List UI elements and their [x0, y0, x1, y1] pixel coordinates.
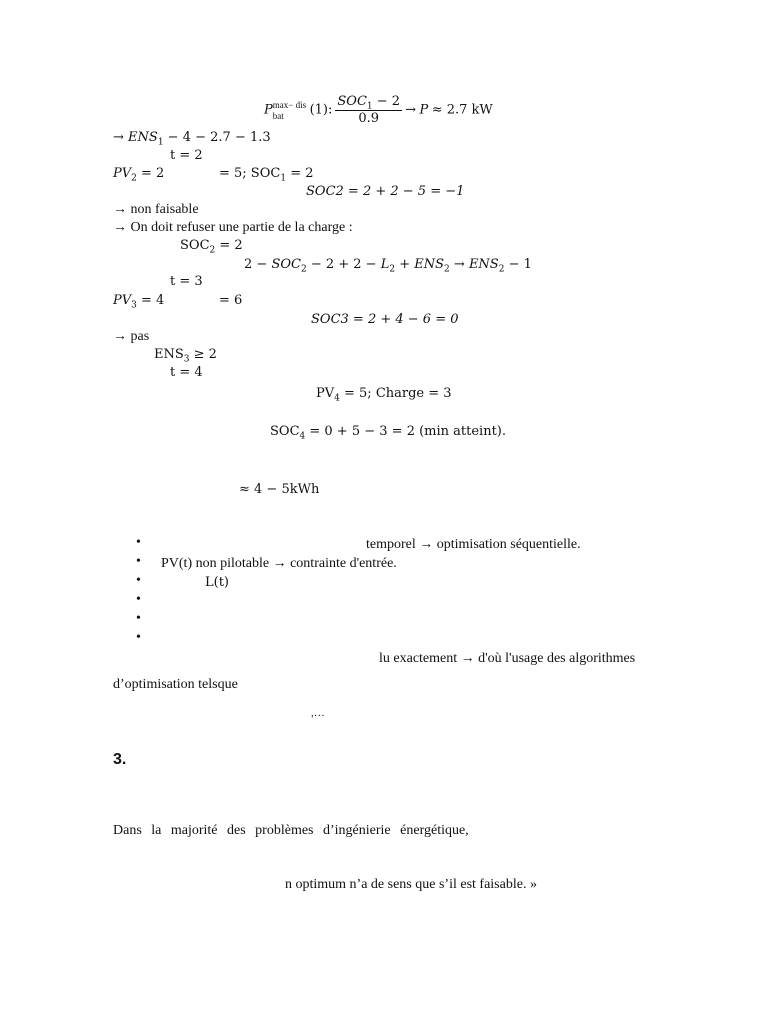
- eq-pbat-num-sub: 1: [366, 101, 373, 112]
- pas-line: → pas: [113, 329, 150, 344]
- pv2-soc1-line: [219, 165, 314, 183]
- ens2-l-sub: 2: [389, 264, 396, 275]
- pv3-value: = 4: [136, 293, 165, 308]
- refuser-line: → On doit refuser une partie de la charge :: [113, 220, 353, 235]
- soc3-line: SOC3 = 2 + 4 − 6 = 0: [311, 312, 459, 327]
- pv3-sub: 3: [131, 300, 137, 311]
- ens1-line: [113, 129, 271, 147]
- ellipsis-text: ,…: [311, 707, 325, 719]
- bullet-item-3: L(t): [205, 575, 230, 590]
- bullet-dot: •: [136, 611, 141, 626]
- soc4-sub: 4: [299, 431, 306, 442]
- section-number-heading: 3.: [113, 751, 127, 768]
- dans-la-majorite-line: Dans la majorité des problèmes d’ingénierie énergétique,: [113, 823, 469, 838]
- eq-pbat-lhs: P: [264, 102, 273, 118]
- ens2-b: − 2 + 2 −: [306, 257, 381, 272]
- pv4-value: = 5; Charge = 3: [339, 386, 452, 401]
- ens1-symbol: ENS: [128, 130, 158, 145]
- ens2-c: +: [395, 257, 415, 272]
- bullet-dot: •: [136, 592, 141, 607]
- ens2-soc: SOC: [271, 257, 301, 272]
- pv4-line: [316, 385, 452, 403]
- eq-pbat-rhs-a: →: [405, 102, 416, 118]
- eq-pbat-line: [264, 94, 493, 127]
- t3-line: t = 3: [170, 274, 203, 289]
- t4-line: t = 4: [170, 365, 203, 380]
- eq-pbat-sup: max− dis: [272, 99, 307, 110]
- eq-pbat-den: 0.9: [358, 111, 380, 126]
- eq-pbat-rhs-p: P: [419, 102, 429, 118]
- pv2-value: = 2: [136, 166, 165, 181]
- ens3-symbol: ENS: [154, 347, 184, 362]
- pv2-soc-value: = 2: [286, 166, 314, 181]
- pv3-symbol: PV: [113, 293, 132, 308]
- soc4-value: = 0 + 5 − 3 = 2 (min atteint).: [305, 424, 507, 439]
- pv2-soc-sub: 1: [280, 173, 287, 184]
- pv3-line: [113, 292, 164, 310]
- bullet-item-1: temporel → optimisation séquentielle.: [366, 537, 581, 552]
- ens3-value: ≥ 2: [189, 347, 217, 362]
- t2-line: t = 2: [170, 148, 203, 163]
- eq-pbat-fraction: [335, 94, 402, 127]
- ens1-sub: 1: [157, 137, 164, 148]
- bullet-dot: •: [136, 554, 141, 569]
- soc2-eq-line: [180, 237, 243, 255]
- bullet-dot: •: [136, 630, 141, 645]
- eq-pbat-num-b: − 2: [376, 94, 401, 109]
- soc2-line: SOC2 = 2 + 2 − 5 = −1: [306, 184, 465, 199]
- eq-pbat-arg: (1):: [309, 102, 333, 118]
- ens2-ens-sub: 2: [444, 264, 450, 275]
- soc4-symbol: SOC: [270, 424, 300, 439]
- lu-exactement-line: lu exactement → d'où l'usage des algorithmes: [379, 651, 636, 666]
- ens2-line: [244, 256, 532, 274]
- ens2-e: − 1: [504, 257, 532, 272]
- soc2-symbol: SOC: [180, 238, 210, 253]
- pv2-sub: 2: [131, 173, 137, 184]
- ens2-a: 2 −: [244, 257, 272, 272]
- soc4-line: [270, 423, 506, 441]
- ens3-sub: 3: [183, 354, 190, 365]
- pv3-eq6: = 6: [219, 293, 243, 308]
- non-faisable-line: → non faisable: [113, 202, 199, 217]
- pv4-sub: 4: [334, 393, 340, 404]
- approx-kwh: ≈ 4 − 5kWh: [239, 482, 320, 497]
- ens2-ens: ENS: [414, 257, 445, 272]
- pv2-soc-text: = 5; SOC: [219, 166, 281, 181]
- bullet-item-2: PV(t) non pilotable → contrainte d'entrée.: [161, 556, 397, 571]
- ens2-l: L: [380, 257, 390, 272]
- bullet-dot: •: [136, 535, 141, 550]
- ens3-line: [154, 346, 217, 364]
- optimum-quote-line: n optimum n’a de sens que s’il est faisable. »: [285, 877, 537, 892]
- optimisation-tels-line: d’optimisation telsque: [113, 677, 238, 692]
- eq-pbat-num-a: SOC: [337, 94, 367, 109]
- eq-pbat-sub: bat: [272, 110, 284, 121]
- pv2-symbol: PV: [113, 166, 132, 181]
- bullet-dot: •: [136, 573, 141, 588]
- soc2-sub: 2: [209, 245, 216, 256]
- arrow-text: →: [113, 130, 129, 145]
- pv4-symbol: PV: [316, 386, 335, 401]
- ens2-ens2-sub: 2: [498, 264, 505, 275]
- ens2-d: →: [449, 257, 469, 272]
- ens1-rhs: − 4 − 2.7 − 1.3: [163, 130, 271, 145]
- pv2-line: [113, 165, 164, 183]
- ens2-soc-sub: 2: [300, 264, 307, 275]
- eq-pbat-rhs-b: ≈ 2.7 kW: [431, 102, 493, 118]
- soc2-value: = 2: [215, 238, 243, 253]
- ens2-ens2: ENS: [468, 257, 499, 272]
